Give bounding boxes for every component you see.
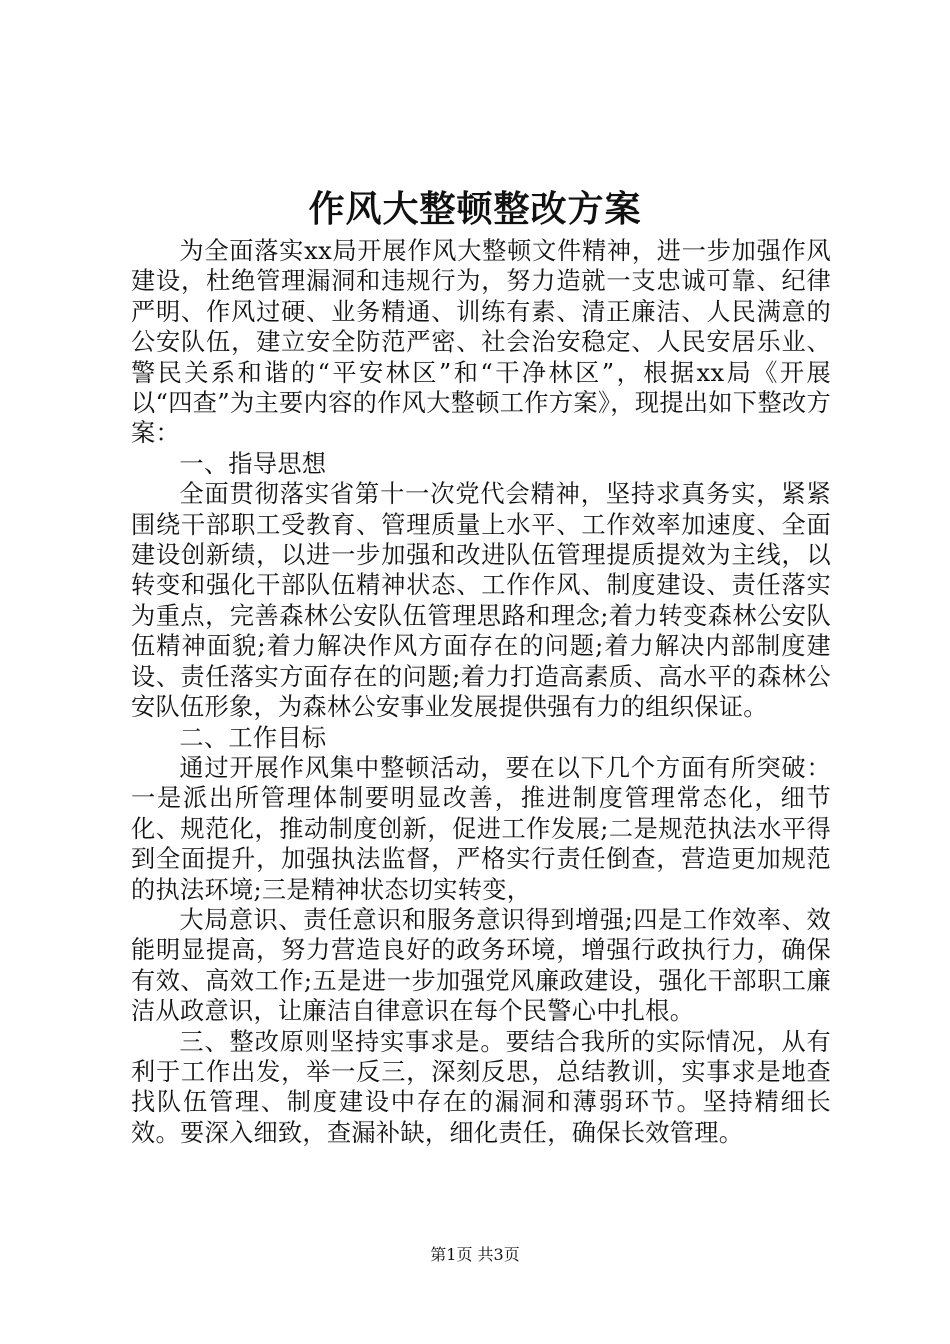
rectification-principles-paragraph: 三、整改原则坚持实事求是。要结合我所的实际情况，从有利于工作出发，举一反三，深刻反思，总结教训，实事求是地查找队伍管理、制度建设中存在的漏洞和薄弱环节。坚持精细长效。要深入细致，查漏补缺，细化责任，确保长效管理。 [131,1027,831,1147]
work-goals-paragraph: 通过开展作风集中整顿活动，要在以下几个方面有所突破：一是派出所管理体制要明显改善，推进制度管理常态化，细节化、规范化，推动制度创新，促进工作发展;二是规范执法水平得到全面提升，加强执法监督，严格实行责任倒查，营造更加规范的执法环境;三是精神状态切实转变， [131,753,831,904]
work-goals-continued-paragraph: 大局意识、责任意识和服务意识得到增强;四是工作效率、效能明显提高，努力营造良好的政务环境，增强行政执行力，确保有效、高效工作;五是进一步加强党风廉政建设，强化干部职工廉洁从政意识，让廉洁自律意识在每个民警心中扎根。 [131,905,831,1026]
section-heading-work-goals: 二、工作目标 [179,723,327,752]
page-indicator: 第1页 共3页 [430,1245,520,1264]
section-heading-guiding-ideology: 一、指导思想 [179,449,327,478]
guiding-ideology-paragraph: 全面贯彻落实省第十一次党代会精神，坚持求真务实，紧紧围绕干部职工受教育、管理质量上水平、工作效率加速度、全面建设创新绩，以进一步加强和改进队伍管理提质提效为主线，以转变和强化干部队伍精神状态、工作作风、制度建设、责任落实为重点，完善森林公安队伍管理思路和理念;着力转变森林公安队伍精神面貌;着力解决作风方面存在的问题;着力解决内部制度建设、责任落实方面存在的问题;着力打造高素质、高水平的森林公安队伍形象，为森林公安事业发展提供强有力的组织保证。 [131,480,831,722]
document-body [131,236,831,1148]
intro-paragraph: 为全面落实xx局开展作风大整顿文件精神，进一步加强作风建设，杜绝管理漏洞和违规行为，努力造就一支忠诚可靠、纪律严明、作风过硬、业务精通、训练有素、清正廉洁、人民满意的公安队伍，建立安全防范严密、社会治安稳定、人民安居乐业、警民关系和谐的“平安林区”和“干净林区”，根据xx局《开展以“四查”为主要内容的作风大整顿工作方案》，现提出如下整改方案： [131,237,831,448]
document-title: 作风大整顿整改方案 [308,188,642,230]
